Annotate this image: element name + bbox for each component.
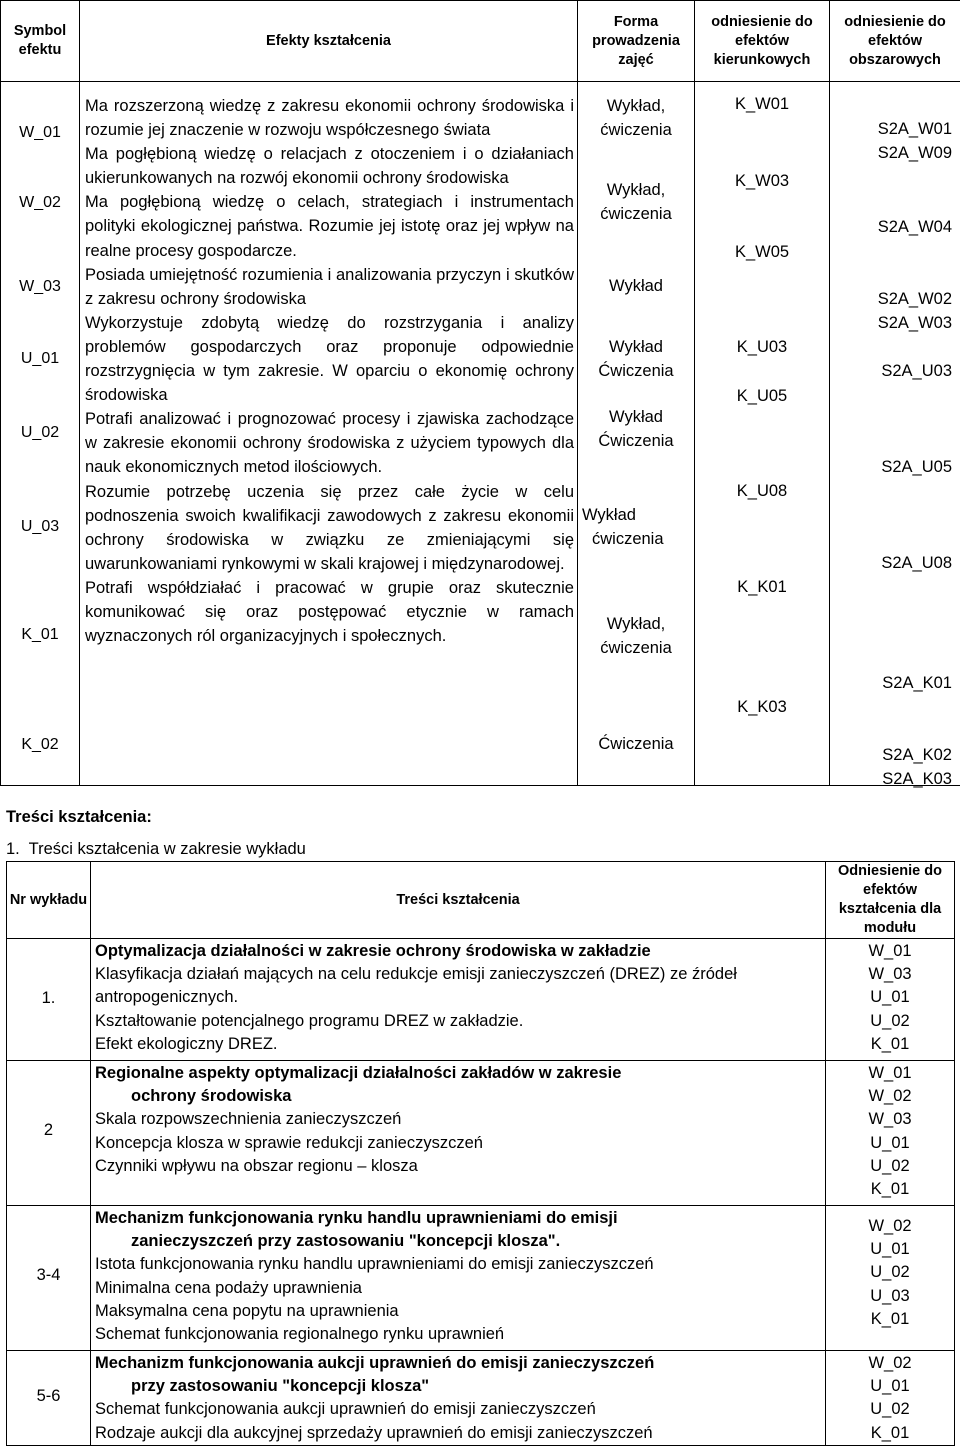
field-ref: K_U05: [695, 384, 829, 408]
form-entry: [578, 732, 694, 756]
subsection-heading: 1. Treści kształcenia w zakresie wykładu: [6, 840, 306, 859]
lecture-number: 5-6: [7, 1387, 90, 1406]
field-ref: K_W03: [695, 169, 829, 193]
effect-text: Ma pogłębioną wiedzę o celach, strategiach i instrumentach polityki ekologicznej państwa. Rozumie jej istotę oraz jej wpływ na realne procesy gospodarcze.: [85, 190, 574, 262]
lecture-content-table: [6, 861, 955, 1446]
lecture-refs-cell: [826, 1351, 955, 1446]
symbol: K_02: [1, 736, 79, 754]
lecture-topic: Efekt ekologiczny DREZ.: [95, 1033, 821, 1056]
area-ref-line: S2A_U05: [881, 455, 952, 479]
lecture-number: 2: [7, 1121, 90, 1140]
effect-text: Potrafi współdziałać i pracować w grupie oraz skutecznie komunikować się oraz postępować etycznie w ramach wyznaczonych ról organizacyjnych i społecznych.: [85, 576, 574, 648]
area-ref: [881, 551, 952, 575]
lecture-topic: Schemat funkcjonowania aukcji uprawnień do emisji zanieczyszczeń: [95, 1398, 821, 1421]
lecture-ref: W_01: [826, 940, 954, 963]
form-entry: [578, 335, 694, 383]
area-ref: [878, 287, 952, 335]
table-body-row: [1, 82, 960, 786]
lecture-number-cell: [7, 939, 91, 1061]
table-row: [7, 1061, 955, 1206]
header-effects: Efekty kształcenia: [80, 1, 578, 82]
lecture-number-cell: [7, 1061, 91, 1206]
area-ref-line: S2A_W01: [878, 117, 952, 141]
lecture-ref: W_02: [826, 1352, 954, 1375]
lecture-refs-cell: [826, 1061, 955, 1206]
lecture-topic: Czynniki wpływu na obszar regionu – klosza: [95, 1155, 821, 1178]
header-symbol: Symbol efektu: [1, 1, 80, 82]
lecture-ref: K_01: [826, 1178, 954, 1201]
header-form: Forma prowadzenia zajęć: [578, 1, 695, 82]
effect-text: Ma rozszerzoną wiedzę z zakresu ekonomii ochrony środowiska i rozumie jej znaczenie w rozwoju współczesnego świata: [85, 94, 574, 142]
symbol: U_02: [1, 424, 79, 442]
form-line: Ćwiczenia: [578, 429, 694, 453]
lecture-ref: U_01: [826, 1132, 954, 1155]
area-ref-line: S2A_K02: [882, 743, 952, 767]
lecture-content-cell: [91, 1351, 826, 1446]
lecture-number: 1.: [7, 989, 90, 1008]
lecture-topic: Skala rozpowszechnienia zanieczyszczeń: [95, 1108, 821, 1131]
header-field-ref: odniesienie do efektów kierunkowych: [695, 1, 830, 82]
lecture-topic: Klasyfikacja działań mających na celu redukcje emisji zanieczyszczeń (DREZ) ze źródeł antropogenicznych.: [95, 963, 821, 1009]
lecture-content-cell: [91, 1061, 826, 1206]
area-ref-line: S2A_K03: [882, 767, 952, 791]
lecture-ref: U_01: [826, 1375, 954, 1398]
lecture-ref: K_01: [826, 1308, 954, 1331]
form-line: Wykład,: [578, 178, 694, 202]
form-line: Ćwiczenia: [578, 359, 694, 383]
lecture-title: Regionalne aspekty optymalizacji działalności zakładów w zakresie: [95, 1062, 821, 1085]
area-ref-line: S2A_W09: [878, 141, 952, 165]
lecture-ref: W_03: [826, 1108, 954, 1131]
form-line: Wykład: [578, 335, 694, 359]
lecture-ref: U_02: [826, 1155, 954, 1178]
lecture-topic: Rodzaje aukcji dla aukcyjnej sprzedaży uprawnień do emisji zanieczyszczeń: [95, 1422, 821, 1445]
symbol: W_02: [1, 194, 79, 212]
area-ref-line: S2A_W02: [878, 287, 952, 311]
lecture-number: 3-4: [7, 1266, 90, 1285]
lecture-ref: K_01: [826, 1033, 954, 1056]
lecture-number-cell: [7, 1206, 91, 1351]
form-line: Wykład: [582, 503, 698, 527]
area-ref: [881, 359, 952, 383]
lecture-ref: U_02: [826, 1010, 954, 1033]
symbol: W_01: [1, 124, 79, 142]
form-entry: [578, 274, 694, 298]
area-ref: [881, 455, 952, 479]
lecture-topic: Maksymalna cena popytu na uprawnienia: [95, 1300, 821, 1323]
form-line: ćwiczenia: [578, 202, 694, 226]
table-header-row: [1, 1, 960, 82]
form-entry: [578, 94, 694, 142]
lecture-topic: Kształtowanie potencjalnego programu DREZ w zakładzie.: [95, 1010, 821, 1033]
area-ref-line: S2A_U08: [881, 551, 952, 575]
table-row: [7, 1206, 955, 1351]
area-ref-line: S2A_W03: [878, 311, 952, 335]
form-line: Wykład: [578, 274, 694, 298]
table-row: [7, 939, 955, 1061]
symbol: K_01: [1, 626, 79, 644]
lecture-number-cell: [7, 1351, 91, 1446]
area-ref: [878, 215, 952, 239]
symbol: U_03: [1, 518, 79, 536]
lecture-content-cell: [91, 939, 826, 1061]
form-line: ćwiczenia: [582, 527, 698, 551]
forms-cell: [578, 82, 695, 786]
area-ref: [882, 743, 952, 791]
lecture-ref: W_02: [826, 1085, 954, 1108]
form-line: Ćwiczenia: [578, 732, 694, 756]
form-line: Wykład,: [578, 94, 694, 118]
header-area-ref: odniesienie do efektów obszarowych: [830, 1, 960, 82]
lecture-content-cell: [91, 1206, 826, 1351]
lecture-ref: U_02: [826, 1398, 954, 1421]
lecture-ref: U_01: [826, 1238, 954, 1261]
form-entry: [578, 405, 694, 453]
lecture-refs-cell: [826, 939, 955, 1061]
lecture-refs-cell: [826, 1206, 955, 1351]
field-ref: K_W01: [695, 92, 829, 116]
lecture-ref: W_01: [826, 1062, 954, 1085]
effect-text: Rozumie potrzebę uczenia się przez całe życie w celu podnoszenia swoich kwalifikacji zawodowych z zakresu ekonomii ochrony środowiska w związku ze zmieniającymi się uwarunkowaniami rynkowymi w skali krajowej i międzynarodowej.: [85, 480, 574, 576]
form-line: ćwiczenia: [578, 636, 694, 660]
lecture-ref: K_01: [826, 1422, 954, 1445]
symbols-cell: [1, 82, 80, 786]
lecture-title: przy zastosowaniu "koncepcji klosza": [95, 1375, 821, 1398]
area-ref-line: S2A_W04: [878, 215, 952, 239]
form-line: ćwiczenia: [578, 118, 694, 142]
lecture-ref: W_03: [826, 963, 954, 986]
lecture-topic: Minimalna cena podaży uprawnienia: [95, 1277, 821, 1300]
area-ref-line: S2A_U03: [881, 359, 952, 383]
header-lecture-refs: Odniesienie do efektów kształcenia dla modułu: [826, 862, 955, 939]
area-ref: [882, 671, 952, 695]
form-entry: [578, 178, 694, 226]
lecture-topic: Istota funkcjonowania rynku handlu uprawnieniami do emisji zanieczyszczeń: [95, 1253, 821, 1276]
field-ref: K_U08: [695, 479, 829, 503]
effect-text: Wykorzystuje zdobytą wiedzę do rozstrzygania i analizy problemów gospodarczych oraz proponuje odpowiednie rozstrzygnięcia w tym zakresie. W oparciu o ekonomię ochrony środowiska: [85, 311, 574, 407]
header-lecture-content: Treści kształcenia: [91, 862, 826, 939]
field-ref: K_U03: [695, 335, 829, 359]
section-heading: Treści kształcenia:: [6, 808, 152, 827]
field-refs-cell: [695, 82, 830, 786]
area-ref-line: S2A_K01: [882, 671, 952, 695]
lecture-ref: U_01: [826, 986, 954, 1009]
effects-cell: [80, 82, 578, 786]
lecture-title: Mechanizm funkcjonowania aukcji uprawnień do emisji zanieczyszczeń: [95, 1352, 821, 1375]
effect-text: Posiada umiejętność rozumienia i analizowania przyczyn i skutków z zakresu ochrony środowiska: [85, 263, 574, 311]
table-row: [7, 1351, 955, 1446]
area-refs-cell: [830, 82, 960, 786]
lecture-ref: U_02: [826, 1261, 954, 1284]
form-line: Wykład,: [578, 612, 694, 636]
lecture-title: Optymalizacja działalności w zakresie ochrony środowiska w zakładzie: [95, 940, 821, 963]
table-header-row: [7, 862, 955, 939]
field-ref: K_W05: [695, 240, 829, 264]
form-entry: [578, 503, 698, 551]
lecture-topic: Koncepcja klosza w sprawie redukcji zanieczyszczeń: [95, 1132, 821, 1155]
lecture-title: zanieczyszczeń przy zastosowaniu "koncepcji klosza".: [95, 1230, 821, 1253]
field-ref: K_K03: [695, 695, 829, 719]
lecture-ref: U_03: [826, 1285, 954, 1308]
lecture-title: ochrony środowiska: [95, 1085, 821, 1108]
area-ref: [878, 117, 952, 165]
form-line: Wykład: [578, 405, 694, 429]
field-ref: K_K01: [695, 575, 829, 599]
symbol: U_01: [1, 350, 79, 368]
symbol: W_03: [1, 278, 79, 296]
header-lecture-number: Nr wykładu: [7, 862, 91, 939]
effect-text: Potrafi analizować i prognozować procesy i zjawiska zachodzące w zakresie ekonomii ochrony środowiska z użyciem typowych dla nauk ekonomicznych metod ilościowych.: [85, 407, 574, 479]
effect-text: Ma pogłębioną wiedzę o relacjach z otoczeniem i o działaniach ukierunkowanych na rozwój ekonomii ochrony środowiska: [85, 142, 574, 190]
lecture-topic: Schemat funkcjonowania regionalnego rynku uprawnień: [95, 1323, 821, 1346]
lecture-ref: W_02: [826, 1215, 954, 1238]
lecture-title: Mechanizm funkcjonowania rynku handlu uprawnieniami do emisji: [95, 1207, 821, 1230]
form-entry: [578, 612, 694, 660]
